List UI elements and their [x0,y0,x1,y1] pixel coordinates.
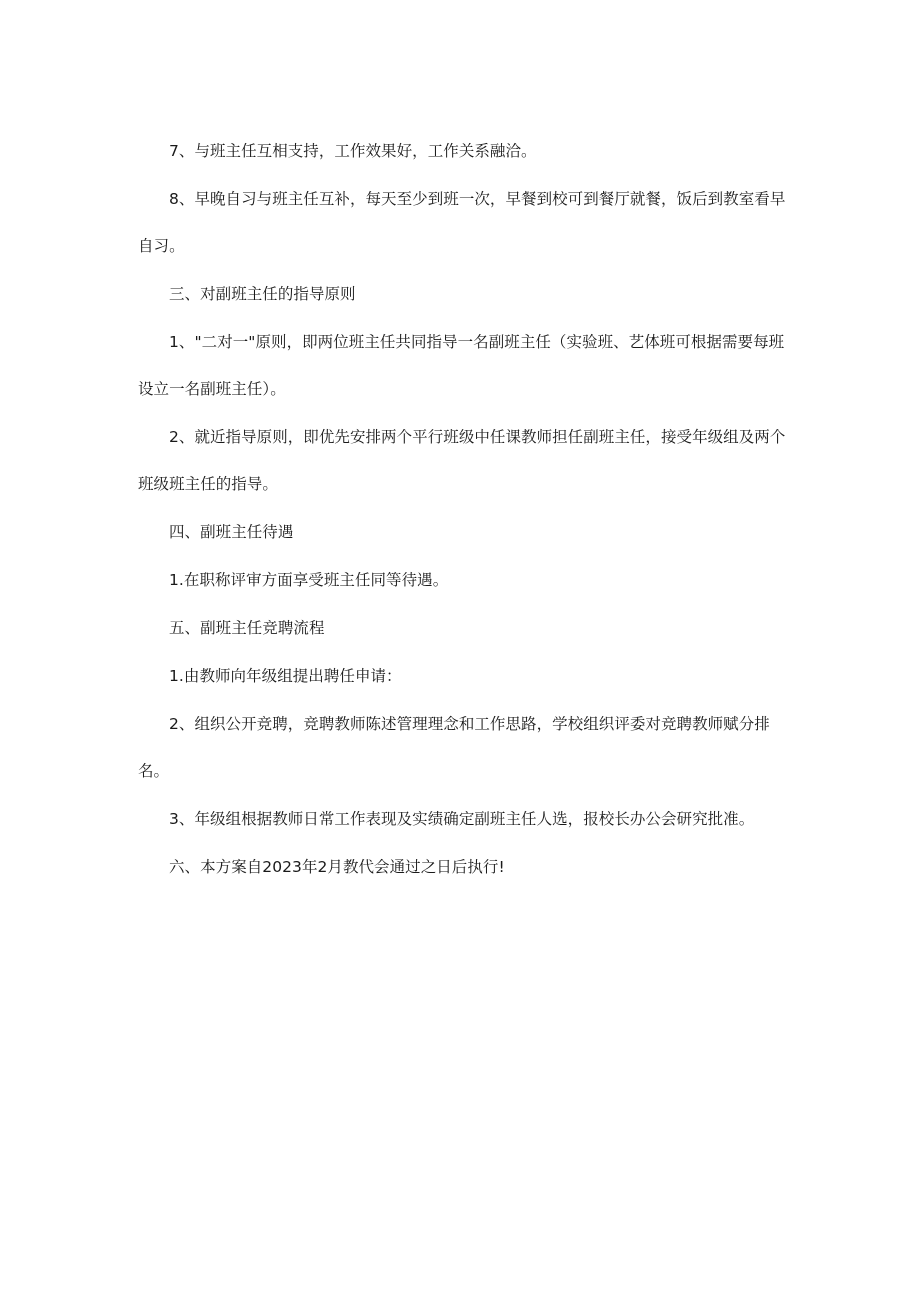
section-heading-6: 六、本方案自2023年2月教代会通过之日后执行! [169,858,505,876]
paragraph-process-3: 3、年级组根据教师日常工作表现及实绩确定副班主任人选，报校长办公会研究批准。 [169,810,755,828]
paragraph-principle-1: 1、"二对一"原则，即两位班主任共同指导一名副班主任（实验班、艺体班可根据需要每班设立一名副班主任）。 [138,333,785,398]
section-heading-3: 三、对副班主任的指导原则 [169,285,356,303]
paragraph-principle-2: 2、就近指导原则，即优先安排两个平行班级中任课教师担任副班主任，接受年级组及两个班级班主任的指导。 [138,428,786,493]
paragraph-process-2: 2、组织公开竞聘，竞聘教师陈述管理理念和工作思路，学校组织评委对竞聘教师赋分排名。 [138,715,770,780]
paragraph-process-1: 1.由教师向年级组提出聘任申请： [169,667,402,685]
document-body [138,128,788,892]
section-heading-4: 四、副班主任待遇 [169,523,294,541]
paragraph-item-8: 8、早晚自习与班主任互补，每天至少到班一次，早餐到校可到餐厅就餐，饭后到教室看早自习。 [138,190,786,255]
paragraph-item-7: 7、与班主任互相支持，工作效果好，工作关系融洽。 [169,142,537,160]
section-heading-5: 五、副班主任竞聘流程 [169,619,325,637]
paragraph-treatment-1: 1.在职称评审方面享受班主任同等待遇。 [169,571,449,589]
